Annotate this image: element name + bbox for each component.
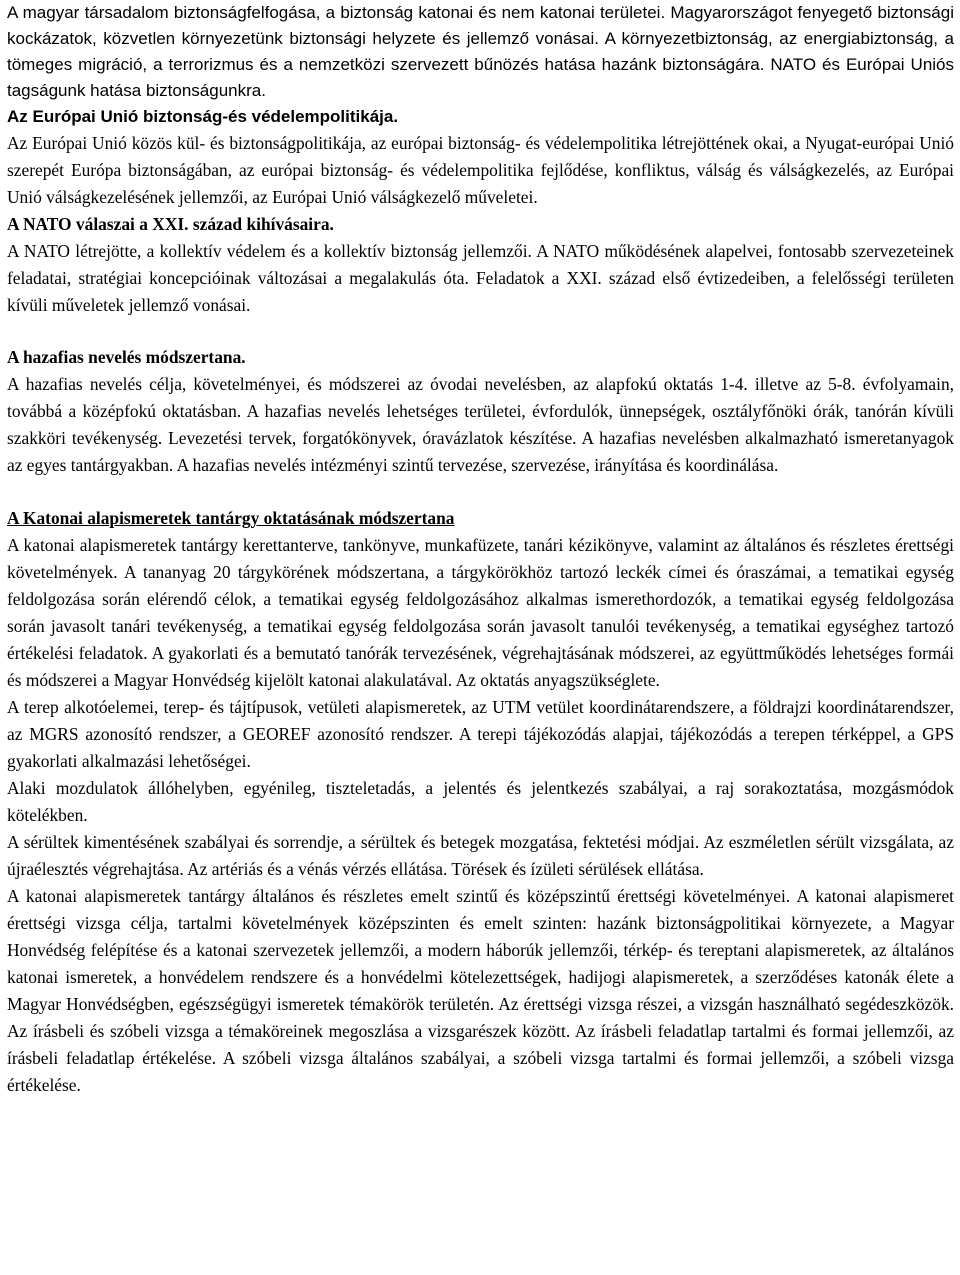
military-paragraph-exam: A katonai alapismeretek tantárgy általános és részletes emelt szintű és középszintű érettségi követelményei. A katonai alapismeret érettségi vizsga célja, tartalmi követelmények középszinten és emelt szinten: hazánk biztonságpolitikai környezete, a Magyar Honvédség felépítése és a katonai szervezetek jellemzői, a modern háborúk jellemzői, térkép- és tereptani alapismeretek, az általános katonai ismeretek, a honvédelem rendszere és a honvédelmi kötelezettségek, hadijogi alapismeretek, a szerződéses katonák élete a Magyar Honvédségben, egészségügyi ismeretek témakörök területén. Az érettségi vizsga részei, a vizsgán használható segédeszközök. Az írásbeli és szóbeli vizsga a témaköreinek megoszlása a vizsgarészek között. Az írásbeli feladatlap tartalmi és formai jellemzői, az írásbeli feladatlap értékelése. A szóbeli vizsga általános szabályai, a szóbeli vizsga tartalmi és formai jellemzői, a szóbeli vizsga értékelése. (7, 886, 954, 1095)
intro-paragraph: A magyar társadalom biztonságfelfogása, a biztonság katonai és nem katonai területei. Magyarországot fenyegető biztonsági kockázatok, közvetlen környezetünk biztonsági helyzete és jellemző vonásai. A környezetbiztonság, az energiabiztonság, a tömeges migráció, a terrorizmus és a nemzetközi szervezett bűnözés hatása hazánk biztonságára. NATO és Európai Uniós tagságunk hatása biztonságunkra. (7, 3, 954, 100)
nato-heading: A NATO válaszai a XXI. század kihívásaira. (7, 214, 334, 234)
military-paragraph-curriculum: A katonai alapismeretek tantárgy kerettanterve, tankönyve, munkafüzete, tanári kézikönyve, valamint az általános és részletes érettségi követelmények. A tananyag 20 tárgykörének módszertana, a tárgykörökhöz tartozó leckék címei és óraszámai, a tematikai egység feldolgozása során elérendő célok, a tematikai egység feldolgozásához alkalmas ismerethordozók, a tematikai egység feldolgozása során javasolt tanári tevékenység, a tematikai egység feldolgozása során javasolt tanulói tevékenység, a tematikai egységhez tartozó értékelési feladatok. A gyakorlati és a bemutató tanórák tervezésének, végrehajtásának módszerei, az együttműködés lehetséges formái és módszerei a Magyar Honvédség kijelölt katonai alakulatával. Az oktatás anyagszükséglete. (7, 535, 954, 690)
military-paragraph-drill: Alaki mozdulatok állóhelyben, egyénileg, tiszteletadás, a jelentés és jelentkezés szabályai, a raj sorakoztatása, mozgásmódok kötelékben. (7, 778, 954, 825)
military-paragraph-terrain: A terep alkotóelemei, terep- és tájtípusok, vetületi alapismeretek, az UTM vetület koordinátarendszere, a földrajzi koordinátarendszer, az MGRS azonosító rendszer, a GEOREF azonosító rendszer. A terepi tájékozódás alapjai, tájékozódás a terepen térképpel, a GPS gyakorlati alkalmazási lehetőségei. (7, 697, 954, 771)
nato-paragraph: A NATO létrejötte, a kollektív védelem és a kollektív biztonság jellemzői. A NATO működésének alapelvei, fontosabb szervezeteinek feladatai, stratégiai koncepcióinak változásai a megalakulás óta. Feladatok a XXI. század első évtizedeiben, a felelősségi területen kívüli műveletek jellemző vonásai. (7, 241, 954, 315)
patriotic-paragraph: A hazafias nevelés célja, követelményei, és módszerei az óvodai nevelésben, az alapfokú oktatás 1-4. illetve az 5-8. évfolyamain, továbbá a középfokú oktatásban. A hazafias nevelés lehetséges területei, évfordulók, ünnepségek, osztályfőnöki órák, tanórán kívüli szakköri tevékenység. Levezetési tervek, forgatókönyvek, óravázlatok készítése. A hazafias nevelésben alkalmazható ismeretanyagok az egyes tantárgyakban. A hazafias nevelés intézményi szintű tervezése, szervezése, irányítása és koordinálása. (7, 374, 954, 475)
military-paragraph-first-aid: A sérültek kimentésének szabályai és sorrendje, a sérültek és betegek mozgatása, fektetési módjai. Az eszméletlen sérült vizsgálata, az újraélesztés végrehajtása. Az artériás és a vénás vérzés ellátása. Törések és ízületi sérülések ellátása. (7, 832, 954, 879)
patriotic-heading: A hazafias nevelés módszertana. (7, 347, 246, 367)
eu-heading: Az Európai Unió biztonság-és védelempolitikája. (7, 107, 399, 126)
eu-paragraph: Az Európai Unió közös kül- és biztonságpolitikája, az európai biztonság- és védelempolitika létrejöttének okai, a Nyugat-európai Unió szerepét Európa biztonságában, az európai biztonság- és védelempolitika fejlődése, konfliktus, válság és válságkezelés, az Európai Unió válságkezelésének jellemzői, az Európai Unió válságkezelő műveletei. (7, 133, 954, 207)
military-heading: A Katonai alapismeretek tantárgy oktatásának módszertana (7, 508, 455, 528)
